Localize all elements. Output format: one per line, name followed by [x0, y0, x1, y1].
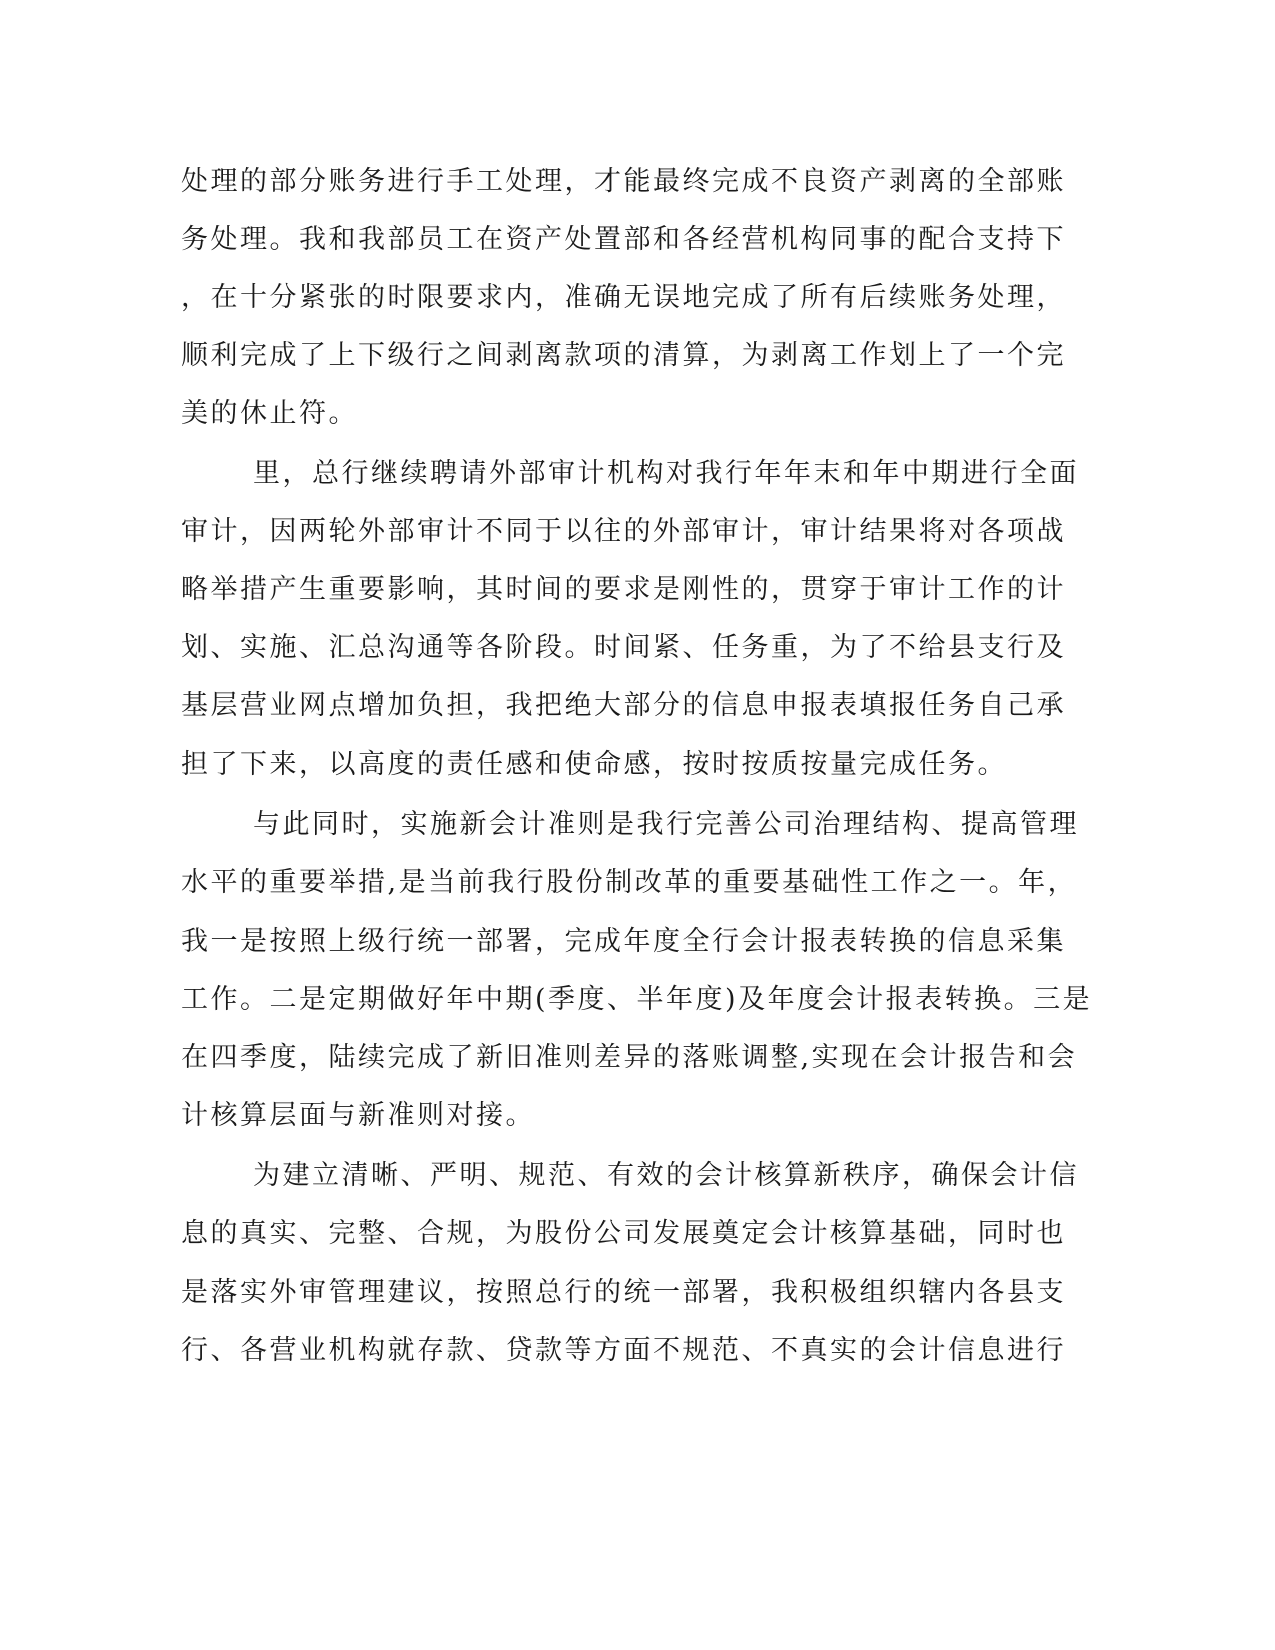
paragraph-first-line: 里，总行继续聘请外部审计机构对我行年年末和年中期进行全面: [253, 458, 1079, 489]
text-line: 顺利完成了上下级行之间剥离款项的清算，为剥离工作划上了一个完: [181, 340, 1066, 371]
text-line: 是落实外审管理建议，按照总行的统一部署，我积极组织辖内各县支: [181, 1277, 1066, 1308]
text-line: 计核算层面与新准则对接。: [181, 1100, 535, 1131]
text-line: 处理的部分账务进行手工处理，才能最终完成不良资产剥离的全部账: [181, 166, 1066, 197]
text-line: 略举措产生重要影响，其时间的要求是刚性的，贯穿于审计工作的计: [181, 574, 1066, 605]
text-line: 美的休止符。: [181, 398, 358, 429]
text-line: ，在十分紧张的时限要求内，准确无误地完成了所有后续账务处理，: [181, 282, 1066, 313]
text-line: 工作。二是定期做好年中期(季度、半年度)及年度会计报表转换。三是: [181, 984, 1093, 1015]
paragraph-first-line: 与此同时，实施新会计准则是我行完善公司治理结构、提高管理: [253, 809, 1079, 840]
text-line: 基层营业网点增加负担，我把绝大部分的信息申报表填报任务自己承: [181, 690, 1066, 721]
text-line: 行、各营业机构就存款、贷款等方面不规范、不真实的会计信息进行: [181, 1335, 1066, 1366]
text-line: 审计，因两轮外部审计不同于以往的外部审计，审计结果将对各项战: [181, 516, 1066, 547]
paragraph-first-line: 为建立清晰、严明、规范、有效的会计核算新秩序，确保会计信: [253, 1160, 1079, 1191]
text-line: 在四季度，陆续完成了新旧准则差异的落账调整,实现在会计报告和会: [181, 1042, 1078, 1073]
text-line: 担了下来，以高度的责任感和使命感，按时按质按量完成任务。: [181, 749, 1007, 780]
text-line: 划、实施、汇总沟通等各阶段。时间紧、任务重，为了不给县支行及: [181, 632, 1066, 663]
text-line: 我一是按照上级行统一部署，完成年度全行会计报表转换的信息采集: [181, 926, 1066, 957]
text-line: 息的真实、完整、合规，为股份公司发展奠定会计核算基础，同时也: [181, 1218, 1066, 1249]
text-line: 水平的重要举措,是当前我行股份制改革的重要基础性工作之一。年，: [181, 867, 1078, 898]
text-line: 务处理。我和我部员工在资产处置部和各经营机构同事的配合支持下: [181, 224, 1066, 255]
